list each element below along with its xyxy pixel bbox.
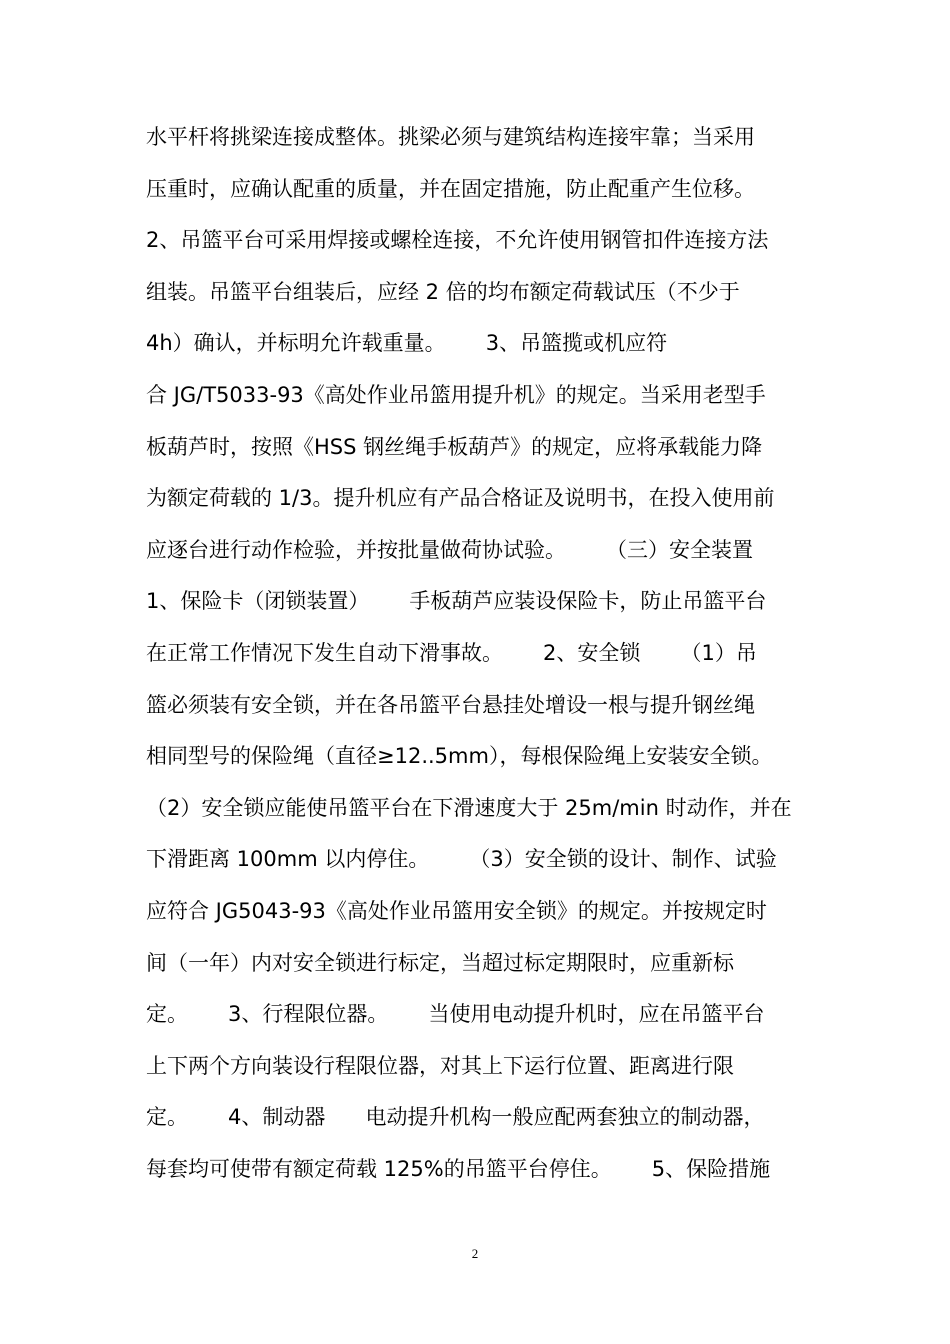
text-line: 应逐台进行动作检验，并按批量做荷协试验。 （三）安全装置: [146, 537, 754, 562]
text-line: 间（一年）内对安全锁进行标定，当超过标定期限时，应重新标: [146, 950, 734, 975]
text-line: 板葫芦时，按照《HSS 钢丝绳手板葫芦》的规定，应将承载能力降: [146, 434, 763, 459]
text-line: 为额定荷载的 1/3。提升机应有产品合格证及说明书，在投入使用前: [146, 486, 775, 511]
text-line: 组装。吊篮平台组装后，应经 2 倍的均布额定荷载试压（不少于: [146, 279, 740, 304]
text-line: 应符合 JG5043-93《高处作业吊篮用安全锁》的规定。并按规定时: [146, 898, 767, 923]
text-line: 定。 4、制动器 电动提升机构一般应配两套独立的制动器，: [146, 1105, 765, 1130]
text-line: 相同型号的保险绳（直径≥12..5mm），每根保险绳上安装安全锁。: [146, 744, 773, 769]
text-line: 每套均可使带有额定荷载 125%的吊篮平台停住。 5、保险措施: [146, 1156, 771, 1181]
text-line: 上下两个方向装设行程限位器，对其上下运行位置、距离进行限: [146, 1053, 734, 1078]
text-line: 压重时，应确认配重的质量，并在固定措施，防止配重产生位移。: [146, 176, 755, 201]
text-line: （2）安全锁应能使吊篮平台在下滑速度大于 25m/min 时动作，并在: [146, 795, 792, 820]
text-line: 4h）确认，并标明允许载重量。 3、吊篮揽或机应符: [146, 331, 668, 356]
page-number: 2: [471, 1246, 479, 1261]
text-line: 1、保险卡（闭锁装置） 手板葫芦应装设保险卡，防止吊篮平台: [146, 589, 767, 614]
text-line: 下滑距离 100mm 以内停住。 （3）安全锁的设计、制作、试验: [146, 847, 777, 872]
text-line: 在正常工作情况下发生自动下滑事故。 2、安全锁 （1）吊: [146, 640, 757, 665]
body-text: [146, 112, 826, 1195]
text-line: 定。 3、行程限位器。 当使用电动提升机时，应在吊篮平台: [146, 1002, 765, 1027]
text-line: 水平杆将挑梁连接成整体。挑梁必须与建筑结构连接牢靠；当采用: [146, 125, 755, 149]
text-line: 合 JG/T5033-93《高处作业吊篮用提升机》的规定。当采用老型手: [146, 382, 766, 407]
text-line: 篮必须装有安全锁，并在各吊篮平台悬挂处增设一根与提升钢丝绳: [146, 692, 755, 717]
text-line: 2、吊篮平台可采用焊接或螺栓连接，不允许使用钢管扣件连接方法: [146, 228, 769, 253]
